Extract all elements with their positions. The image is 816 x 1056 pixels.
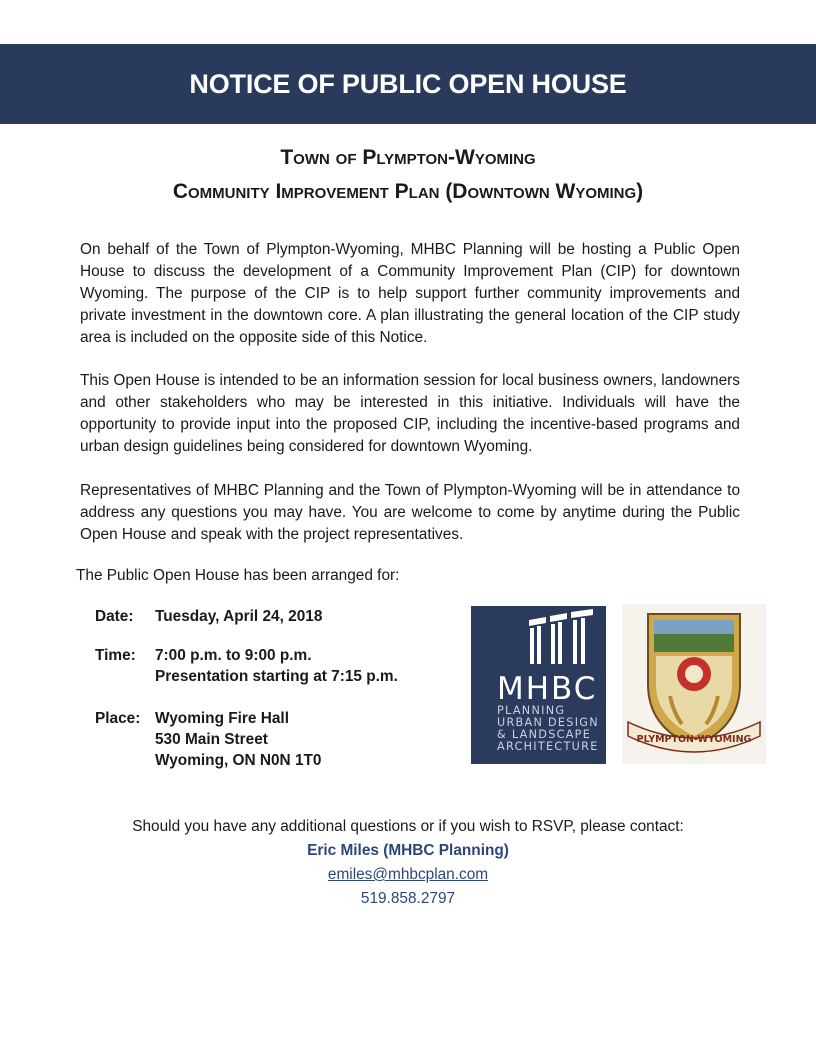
contact-name: Eric Miles (MHBC Planning) (307, 842, 509, 859)
mhbc-tagline-3: & LANDSCAPE (497, 728, 592, 741)
paragraph-representatives: Representatives of MHBC Planning and the Town of Plympton-Wyoming will be in attendance to address any questions you may have. You are welcome to come by anytime during the Public Open House and speak with the project representatives. (80, 482, 740, 543)
date-value: Tuesday, April 24, 2018 (155, 608, 323, 625)
mhbc-tagline-1: PLANNING (497, 704, 566, 717)
notice-banner (0, 44, 816, 124)
mhbc-tagline-2: URBAN DESIGN (497, 716, 599, 729)
time-values (155, 645, 398, 687)
notice-title: NOTICE OF PUBLIC OPEN HOUSE (189, 68, 627, 99)
schedule-place (95, 708, 321, 771)
contact-email-link[interactable]: emiles@mhbcplan.com (327, 866, 489, 883)
place-city: Wyoming, ON N0N 1T0 (155, 752, 322, 769)
contact-prompt: Should you have any additional questions or if you wish to RSVP, please contact: (132, 818, 684, 835)
schedule-time (95, 645, 398, 687)
place-values (155, 708, 321, 771)
mhbc-logo-graphic (471, 606, 606, 764)
place-label: Place: (95, 710, 141, 727)
time-value: 7:00 p.m. to 9:00 p.m. (155, 647, 312, 664)
paragraph-purpose: This Open House is intended to be an information session for local business owners, landowners and other stakeholders who may be interested in this initiative. Individuals will have the opportunity to provide input into the proposed CIP, including the incentive-based programs and urban design guidelines being considered for downtown Wyoming. (80, 372, 740, 455)
time-label: Time: (95, 647, 136, 664)
field-panel (654, 634, 734, 652)
time-note: Presentation starting at 7:15 p.m. (155, 668, 398, 685)
mhbc-tagline-4: ARCHITECTURE (497, 740, 599, 753)
crest-graphic (622, 604, 766, 764)
mhbc-wordmark: MHBC (497, 671, 598, 707)
plympton-wyoming-crest (622, 604, 766, 764)
mhbc-logo (471, 606, 606, 764)
plan-heading: Community Improvement Plan (Downtown Wyoming) (172, 180, 644, 203)
crest-ribbon-text: PLYMPTON-WYOMING (636, 734, 752, 745)
leaf-center (685, 665, 703, 683)
place-venue: Wyoming Fire Hall (155, 710, 289, 727)
place-street: 530 Main Street (155, 731, 268, 748)
paragraph-intro: On behalf of the Town of Plympton-Wyoming, MHBC Planning will be hosting a Public Open House to discuss the development of a Community Improvement Plan (CIP) for downtown Wyoming. The purpose of the CIP is to help support further community improvements and private investment in the downtown core. A plan illustrating the general location of the CIP study area is included on the opposite side of this Notice. (80, 241, 740, 346)
schedule-intro: The Public Open House has been arranged for: (76, 567, 400, 584)
town-heading: Town of Plympton-Wyoming (280, 146, 536, 169)
contact-phone: 519.858.2797 (360, 890, 456, 907)
columns-icon (529, 609, 593, 664)
date-label: Date: (95, 608, 134, 625)
schedule-date (95, 606, 322, 627)
